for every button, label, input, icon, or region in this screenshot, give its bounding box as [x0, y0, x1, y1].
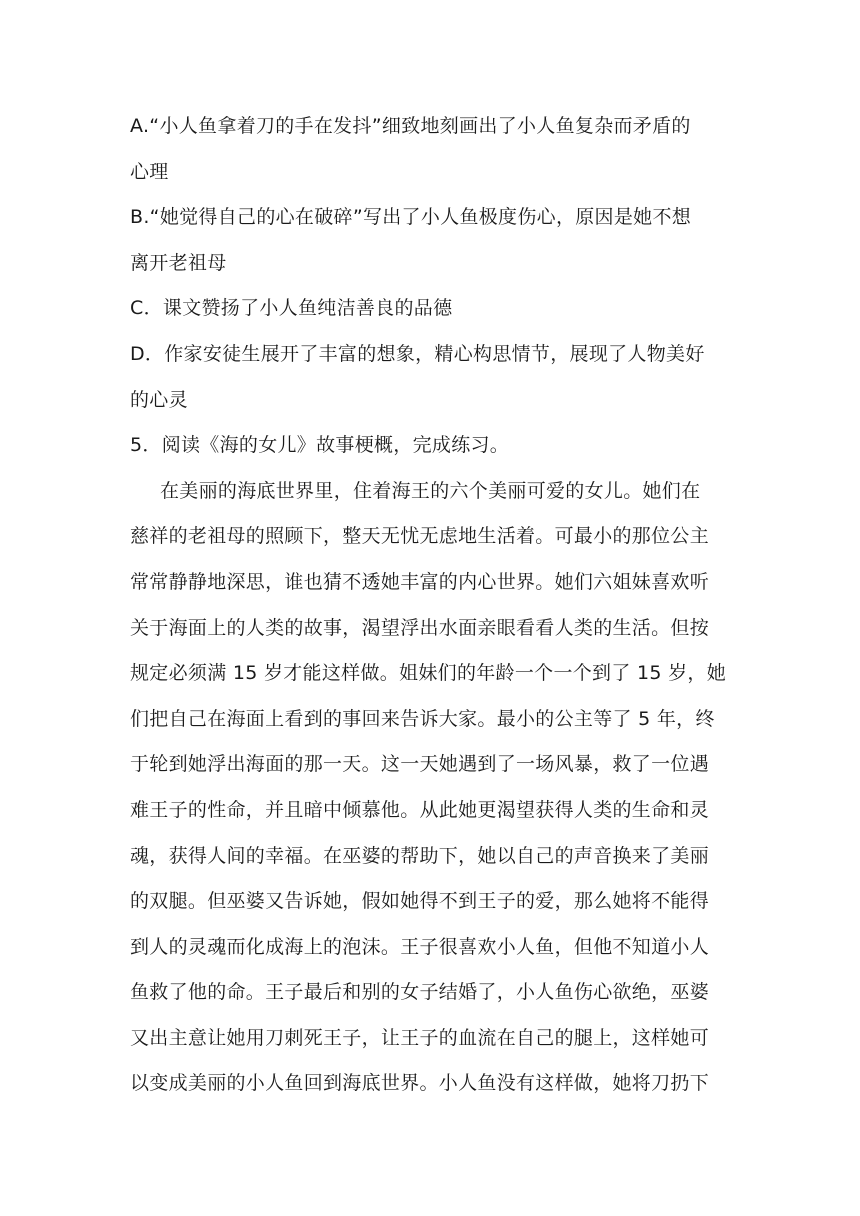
passage-line: 又出主意让她用刀刺死王子，让王子的血流在自己的腿上，这样她可: [130, 1026, 710, 1049]
passage-line: 于轮到她浮出海面的那一天。这一天她遇到了一场风暴，救了一位遇: [130, 753, 710, 776]
passage-line: 以变成美丽的小人鱼回到海底世界。小人鱼没有这样做，她将刀扔下: [130, 1072, 710, 1095]
option-c: [130, 286, 730, 332]
option-b-line-2: 离开老祖母: [130, 251, 227, 274]
passage-line: 在美丽的海底世界里，住着海王的六个美丽可爱的女儿。她们在: [160, 479, 701, 502]
option-b-line-1: B.“她觉得自己的心在破碎”写出了小人鱼极度伤心，原因是她不想: [130, 206, 692, 229]
passage-line: 的双腿。但巫婆又告诉她，假如她得不到王子的爱，那么她将不能得: [130, 890, 710, 913]
passage-line: 鱼救了他的命。王子最后和别的女子结婚了，小人鱼伤心欲绝，巫婆: [130, 981, 710, 1004]
passage-line: 到人的灵魂而化成海上的泡沫。王子很喜欢小人鱼，但他不知道小人: [130, 935, 710, 958]
passage-line: 慈祥的老祖母的照顾下，整天无忧无虑地生活着。可最小的那位公主: [130, 525, 710, 548]
passage-line: 常常静静地深思，谁也猜不透她丰富的内心世界。她们六姐妹喜欢听: [130, 570, 710, 593]
option-d-line-1: D．作家安徒生展开了丰富的想象，精心构思情节，展现了人物美好: [130, 342, 705, 365]
document-page: [130, 104, 730, 1107]
option-b: [130, 195, 730, 286]
option-a-line-1: A.“小人鱼拿着刀的手在发抖”细致地刻画出了小人鱼复杂而矛盾的: [130, 115, 691, 137]
passage-line: 规定必须满 15 岁才能这样做。姐妹们的年龄一个一个到了 15 岁，她: [130, 662, 727, 685]
passage-line: 魂，获得人间的幸福。在巫婆的帮助下，她以自己的声音换来了美丽: [130, 844, 710, 867]
option-a-line-2: 心理: [130, 160, 169, 183]
option-d-line-2: 的心灵: [130, 388, 188, 411]
passage-line: 难王子的性命，并且暗中倾慕他。从此她更渴望获得人类的生命和灵: [130, 798, 710, 821]
option-d: [130, 332, 730, 423]
option-c-line-1: C．课文赞扬了小人鱼纯洁善良的品德: [130, 297, 453, 320]
question-5-prompt: 5．阅读《海的女儿》故事梗概，完成练习。: [130, 434, 510, 457]
passage-line: 们把自己在海面上看到的事回来告诉大家。最小的公主等了 5 年，终: [130, 707, 715, 730]
option-a: [130, 104, 730, 195]
passage-line: 关于海面上的人类的故事，渴望浮出水面亲眼看看人类的生活。但按: [130, 616, 710, 639]
passage: [130, 469, 730, 1107]
